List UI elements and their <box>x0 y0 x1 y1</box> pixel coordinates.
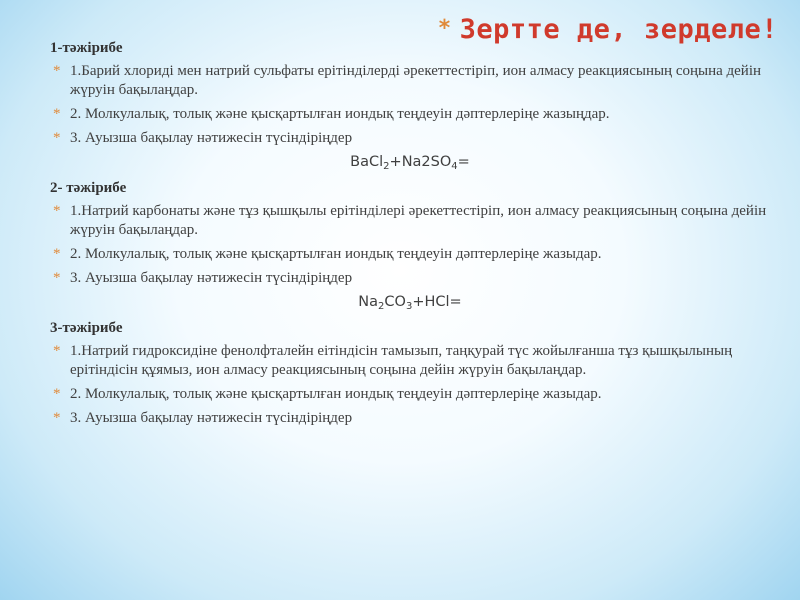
experiment-2-formula: $Na_2CO_3+HCl=$ <box>358 294 462 312</box>
step-text: 3. Ауызша бақылау нәтижесін түсіндіріңдер <box>70 130 353 146</box>
bullet-star-icon: * <box>53 246 61 262</box>
bullet-star-icon: * <box>53 203 61 219</box>
experiment-1-formula: $BaCl_2+Na2SO_4=$ <box>350 154 470 172</box>
slide-content <box>50 40 770 433</box>
experiment-1-step-3 <box>53 129 770 148</box>
bullet-star-icon: * <box>53 130 61 146</box>
experiment-2-step-2 <box>53 245 770 264</box>
bullet-star-icon: * <box>53 270 61 286</box>
experiment-2-heading: 2- тәжірибе <box>50 180 127 196</box>
step-text: 1.Натрий гидроксидіне фенолфталейн еітіндісін тамызып, таңқурай түс жойылғанша тұз қышқылының ерітіндісін құямыз, ион алмасу реакциясының соңына дейін жүруін бақылаңдар. <box>70 343 733 378</box>
bullet-star-icon: * <box>53 343 61 359</box>
experiment-3-heading: 3-тәжірибе <box>50 320 123 336</box>
experiment-1-step-2 <box>53 105 770 124</box>
step-text: 2. Молкулалық, толық және қысқартылған иондық теңдеуін дәптерлеріңе жазыдар. <box>70 386 602 402</box>
experiment-3-step-3 <box>53 409 770 428</box>
experiment-3-step-2 <box>53 385 770 404</box>
experiment-1-heading: 1-тәжірибе <box>50 40 123 56</box>
experiment-3-step-1 <box>53 342 770 380</box>
bullet-star-icon: * <box>53 386 61 402</box>
slide-title-text: Зертте де, зерделе! <box>459 14 778 45</box>
bullet-star-icon: * <box>53 410 61 426</box>
step-text: 2. Молкулалық, толық және қысқартылған иондық теңдеуін дәптерлеріңе жазыдар. <box>70 246 602 262</box>
experiment-2-step-3 <box>53 269 770 288</box>
step-text: 3. Ауызша бақылау нәтижесін түсіндіріңдер <box>70 270 353 286</box>
step-text: 3. Ауызша бақылау нәтижесін түсіндіріңдер <box>70 410 353 426</box>
bullet-star-icon: * <box>437 16 452 41</box>
experiment-1-step-1 <box>53 62 770 100</box>
bullet-star-icon: * <box>53 63 61 79</box>
bullet-star-icon: * <box>53 106 61 122</box>
step-text: 1.Барий хлориді мен натрий сульфаты ерітінділерді әрекеттестіріп, ион алмасу реакциясының соңына дейін жүруін бақылаңдар. <box>70 63 762 98</box>
step-text: 2. Молкулалық, толық және қысқартылған иондық теңдеуін дәптерлеріңе жазыңдар. <box>70 106 610 122</box>
experiment-2-step-1 <box>53 202 770 240</box>
step-text: 1.Натрий карбонаты және тұз қышқылы ерітінділері әрекеттестіріп, ион алмасу реакциясының соңына дейін жүруін бақылаңдар. <box>70 203 767 238</box>
